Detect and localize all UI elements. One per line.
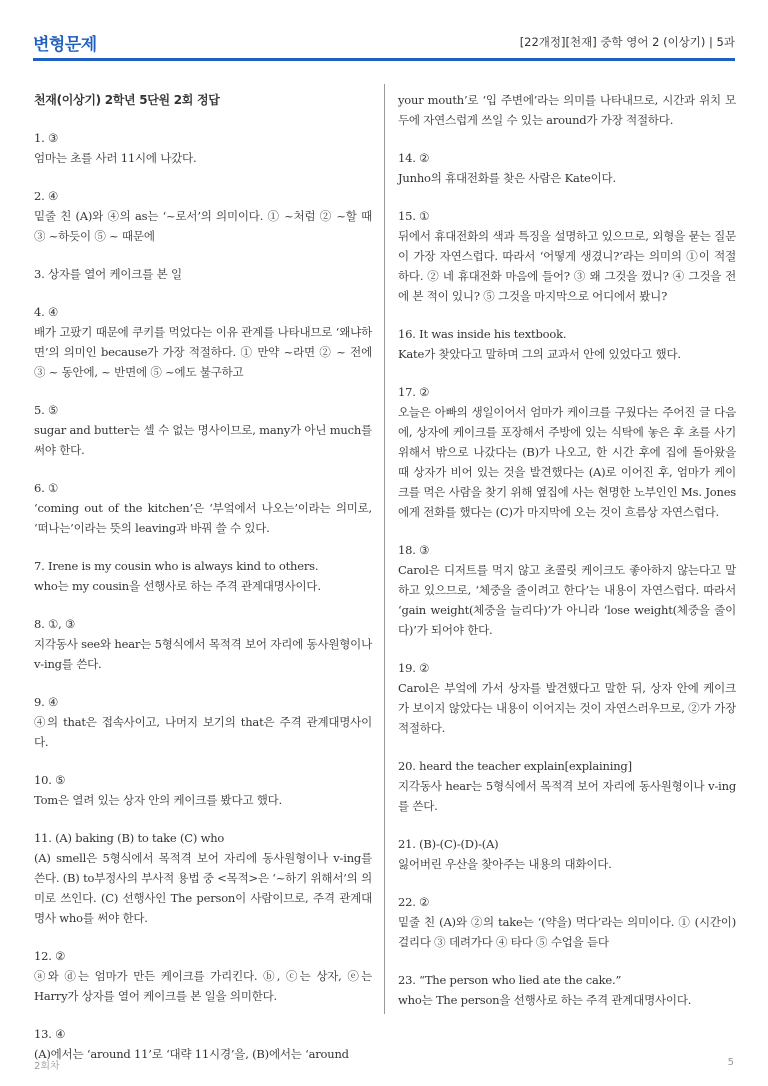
answer-key: 12. ②	[34, 949, 66, 963]
answer-item	[34, 946, 372, 1006]
answer-key: 23. “The person who lied ate the cake.”	[398, 973, 622, 987]
answer-explanation: Junho의 휴대전화를 찾은 사람은 Kate이다.	[398, 171, 616, 185]
answer-key: 4. ④	[34, 305, 59, 319]
answer-key: 7. Irene is my cousin who is always kind to others.	[34, 559, 319, 573]
answer-item	[398, 756, 736, 816]
answer-key: 22. ②	[398, 895, 430, 909]
answer-explanation: your mouth’로 ‘입 주변에’라는 의미를 나타내므로, 시간과 위치 모두에 자연스럽게 쓰일 수 있는 around가 가장 적절하다.	[398, 93, 736, 127]
answer-key: 11. (A) baking (B) to take (C) who	[34, 831, 225, 845]
answer-key: 1. ③	[34, 131, 59, 145]
answer-item	[34, 770, 372, 810]
answer-explanation: ‘coming out of the kitchen’은 ‘부엌에서 나오는’이라는 의미로, ‘떠나는’이라는 뜻의 leaving과 바꿔 쓸 수 있다.	[34, 501, 372, 535]
footer-label: 2회차	[34, 1061, 60, 1072]
header-title: 변형문제	[33, 35, 97, 55]
answer-key: 18. ③	[398, 543, 430, 557]
answer-key: 6. ①	[34, 481, 59, 495]
right-answer-list	[398, 90, 736, 1010]
answer-key: 10. ⑤	[34, 773, 66, 787]
answer-explanation: 뒤에서 휴대전화의 색과 특징을 설명하고 있으므로, 외형을 묻는 질문이 가장 자연스럽다. 따라서 ‘어떻게 생겼니?’라는 의미의 ①이 적절하다. ② 네 휴대전화 마음에 들어? ③ 왜 그것을 껐니? ④ 그것을 전에 본 적이 있니? ⑤ 그것을 마지막으로 어디에서 봤니?	[398, 229, 736, 303]
page-number: 5	[727, 1057, 734, 1068]
answer-key: 13. ④	[34, 1027, 66, 1041]
answer-key: 5. ⑤	[34, 403, 59, 417]
answer-explanation: ⓐ와 ⓓ는 엄마가 만든 케이크를 가리킨다. ⓑ, ⓒ는 상자, ⓔ는 Harry가 상자를 열어 케이크를 본 일을 의미한다.	[34, 969, 372, 1003]
answer-explanation: sugar and butter는 셀 수 없는 명사이므로, many가 아닌 much를 써야 한다.	[34, 423, 372, 457]
answer-item	[398, 658, 736, 738]
answer-key: 3. 상자를 열어 케이크를 본 일	[34, 267, 182, 281]
answer-explanation: 지각동사 hear는 5형식에서 목적격 보어 자리에 동사원형이나 v-ing를 쓴다.	[398, 779, 736, 813]
answer-item	[398, 540, 736, 640]
answer-item	[398, 324, 736, 364]
answer-item	[398, 892, 736, 952]
answer-key: 8. ①, ③	[34, 617, 76, 631]
answer-explanation: 밑줄 친 (A)와 ④의 as는 ‘~로서’의 의미이다. ① ~처럼 ② ~할 때 ③ ~하듯이 ⑤ ~ 때문에	[34, 209, 372, 243]
answer-explanation: 잃어버린 우산을 찾아주는 내용의 대화이다.	[398, 857, 612, 871]
answer-item	[34, 614, 372, 674]
answer-item	[398, 90, 736, 130]
answer-key: 2. ④	[34, 189, 59, 203]
answer-key: 21. (B)-(C)-(D)-(A)	[398, 837, 499, 851]
left-column	[34, 90, 372, 1082]
answer-explanation: 지각동사 see와 hear는 5형식에서 목적격 보어 자리에 동사원형이나 v-ing를 쓴다.	[34, 637, 372, 671]
answer-item	[398, 148, 736, 188]
answer-item	[34, 128, 372, 168]
answer-item	[34, 302, 372, 382]
header-subtitle: [22개정][천재] 중학 영어 2 (이상기) | 5과	[519, 35, 735, 49]
answer-explanation: Carol은 부엌에 가서 상자를 발견했다고 말한 뒤, 상자 안에 케이크가 보이지 않았다는 내용이 이어지는 것이 자연스러우므로, ②가 가장 적절하다.	[398, 681, 736, 735]
answer-explanation: who는 The person을 선행사로 하는 주격 관계대명사이다.	[398, 993, 692, 1007]
page-header	[0, 0, 768, 66]
answer-explanation: ④의 that은 접속사이고, 나머지 보기의 that은 주격 관계대명사이다.	[34, 715, 372, 749]
header-divider	[33, 58, 735, 61]
answer-key: 19. ②	[398, 661, 430, 675]
answer-explanation: (A)에서는 ‘around 11’로 ‘대략 11시경’을, (B)에서는 ‘around	[34, 1047, 349, 1061]
answer-explanation: 오늘은 아빠의 생일이어서 엄마가 케이크를 구웠다는 주어진 글 다음에, 상자에 케이크를 포장해서 주방에 있는 식탁에 놓은 후 초를 사기 위해서 밖으로 나갔다는 (B)가 나오고, 한 시간 후에 집에 돌아왔을 때 상자가 비어 있는 것을 발견했다는 (A)로 이어진 후, 엄마가 케이크를 먹은 사람을 찾기 위해 옆집에 사는 현명한 노부인인 Ms. Jones에게 전화를 했다는 (C)가 마지막에 오는 것이 흐름상 자연스럽다.	[398, 405, 736, 519]
answer-key: 20. heard the teacher explain[explaining]	[398, 759, 632, 773]
answer-explanation: (A) smell은 5형식에서 목적격 보어 자리에 동사원형이나 v-ing를 쓴다. (B) to부정사의 부사적 용법 중 <목적>은 ‘~하기 위해서’의 의미로 쓰인다. (C) 선행사인 The person이 사람이므로, 주격 관계대명사 who를 써야 한다.	[34, 851, 372, 925]
answer-key: 9. ④	[34, 695, 59, 709]
answer-item	[34, 556, 372, 596]
answer-explanation: Tom은 열려 있는 상자 안의 케이크를 봤다고 했다.	[34, 793, 283, 807]
answer-item	[398, 970, 736, 1010]
answer-item	[34, 1024, 372, 1064]
answer-item	[34, 186, 372, 246]
left-answer-list	[34, 128, 372, 1064]
answer-explanation: 엄마는 초를 사러 11시에 나갔다.	[34, 151, 197, 165]
answer-item	[34, 828, 372, 928]
answer-item	[34, 478, 372, 538]
answer-title: 천재(이상기) 2학년 5단원 2회 정답	[34, 93, 220, 107]
column-divider	[384, 84, 385, 1014]
answer-key: 15. ①	[398, 209, 430, 223]
answer-item	[398, 834, 736, 874]
answer-explanation: who는 my cousin을 선행사로 하는 주격 관계대명사이다.	[34, 579, 321, 593]
answer-explanation: Carol은 디저트를 먹지 않고 초콜릿 케이크도 좋아하지 않는다고 말하고 있으므로, ‘체중을 줄이려고 한다’는 내용이 자연스럽다. 따라서 ‘gain weight(체중을 늘리다)’가 아니라 ‘lose weight(체중을 줄이다)’가 되어야 한다.	[398, 563, 736, 637]
answer-item	[34, 692, 372, 752]
answer-item	[34, 264, 372, 284]
answer-explanation: 밑줄 친 (A)와 ②의 take는 ‘(약을) 먹다’라는 의미이다. ① (시간이) 걸리다 ③ 데려가다 ④ 타다 ⑤ 수업을 듣다	[398, 915, 736, 949]
answer-item	[398, 206, 736, 306]
right-column	[398, 90, 736, 1028]
answer-explanation: 배가 고팠기 때문에 쿠키를 먹었다는 이유 관계를 나타내므로 ‘왜냐하면’의 의미인 because가 가장 적절하다. ① 만약 ~라면 ② ~ 전에 ③ ~ 동안에, ~ 반면에 ⑤ ~에도 불구하고	[34, 325, 372, 379]
answer-explanation: Kate가 찾았다고 말하며 그의 교과서 안에 있었다고 했다.	[398, 347, 681, 361]
answer-key: 17. ②	[398, 385, 430, 399]
answer-item	[34, 400, 372, 460]
answer-key: 14. ②	[398, 151, 430, 165]
answer-key: 16. It was inside his textbook.	[398, 327, 567, 341]
answer-item	[398, 382, 736, 522]
